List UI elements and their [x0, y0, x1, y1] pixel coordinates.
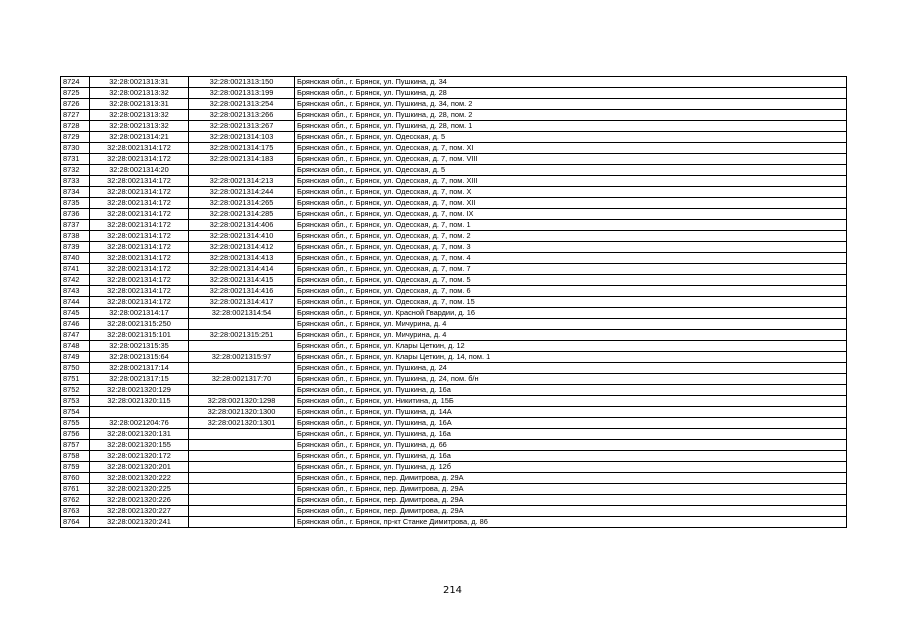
- parcel-cadastral-number-cell: 32:28:0021320:172: [90, 451, 189, 462]
- address-cell: Брянская обл., г. Брянск, ул. Пушкина, д. 12б: [295, 462, 847, 473]
- object-cadastral-number-cell: 32:28:0021314:175: [189, 143, 295, 154]
- table-row: [61, 176, 847, 187]
- row-number-cell: 8757: [61, 440, 90, 451]
- object-cadastral-number-cell: [189, 429, 295, 440]
- row-number-cell: 8756: [61, 429, 90, 440]
- object-cadastral-number-cell: 32:28:0021314:413: [189, 253, 295, 264]
- table-row: [61, 451, 847, 462]
- address-cell: Брянская обл., г. Брянск, ул. Пушкина, д. 24, пом. б/н: [295, 374, 847, 385]
- row-number-cell: 8733: [61, 176, 90, 187]
- table-row: [61, 275, 847, 286]
- object-cadastral-number-cell: 32:28:0021314:410: [189, 231, 295, 242]
- address-cell: Брянская обл., г. Брянск, ул. Одесская, д. 7, пом. VIII: [295, 154, 847, 165]
- object-cadastral-number-cell: 32:28:0021313:267: [189, 121, 295, 132]
- object-cadastral-number-cell: 32:28:0021314:183: [189, 154, 295, 165]
- address-cell: Брянская обл., г. Брянск, ул. Пушкина, д. 16А: [295, 418, 847, 429]
- row-number-cell: 8755: [61, 418, 90, 429]
- parcel-cadastral-number-cell: 32:28:0021320:222: [90, 473, 189, 484]
- address-cell: Брянская обл., г. Брянск, ул. Одесская, д. 7, пом. XIII: [295, 176, 847, 187]
- object-cadastral-number-cell: 32:28:0021313:150: [189, 77, 295, 88]
- parcel-cadastral-number-cell: 32:28:0021314:172: [90, 231, 189, 242]
- object-cadastral-number-cell: [189, 517, 295, 528]
- object-cadastral-number-cell: 32:28:0021313:199: [189, 88, 295, 99]
- object-cadastral-number-cell: 32:28:0021314:244: [189, 187, 295, 198]
- table-row: [61, 462, 847, 473]
- row-number-cell: 8737: [61, 220, 90, 231]
- object-cadastral-number-cell: 32:28:0021320:1298: [189, 396, 295, 407]
- parcel-cadastral-number-cell: 32:28:0021314:20: [90, 165, 189, 176]
- address-cell: Брянская обл., г. Брянск, ул. Пушкина, д. 16а: [295, 385, 847, 396]
- address-cell: Брянская обл., г. Брянск, ул. Клары Цеткин, д. 12: [295, 341, 847, 352]
- address-cell: Брянская обл., г. Брянск, пер. Димитрова, д. 29А: [295, 506, 847, 517]
- address-cell: Брянская обл., г. Брянск, пр-кт Станке Димитрова, д. 86: [295, 517, 847, 528]
- row-number-cell: 8727: [61, 110, 90, 121]
- address-cell: Брянская обл., г. Брянск, ул. Никитина, д. 15Б: [295, 396, 847, 407]
- address-cell: Брянская обл., г. Брянск, ул. Пушкина, д. 66: [295, 440, 847, 451]
- object-cadastral-number-cell: 32:28:0021314:416: [189, 286, 295, 297]
- table-row: [61, 209, 847, 220]
- table-row: [61, 517, 847, 528]
- address-cell: Брянская обл., г. Брянск, ул. Одесская, д. 7, пом. XI: [295, 143, 847, 154]
- object-cadastral-number-cell: 32:28:0021315:97: [189, 352, 295, 363]
- parcel-cadastral-number-cell: 32:28:0021314:21: [90, 132, 189, 143]
- row-number-cell: 8731: [61, 154, 90, 165]
- parcel-cadastral-number-cell: 32:28:0021313:32: [90, 88, 189, 99]
- row-number-cell: 8729: [61, 132, 90, 143]
- address-cell: Брянская обл., г. Брянск, ул. Пушкина, д. 16а: [295, 429, 847, 440]
- row-number-cell: 8760: [61, 473, 90, 484]
- table-row: [61, 154, 847, 165]
- object-cadastral-number-cell: 32:28:0021314:265: [189, 198, 295, 209]
- parcel-cadastral-number-cell: 32:28:0021313:32: [90, 110, 189, 121]
- parcel-cadastral-number-cell: 32:28:0021317:14: [90, 363, 189, 374]
- parcel-cadastral-number-cell: 32:28:0021314:172: [90, 297, 189, 308]
- parcel-cadastral-number-cell: 32:28:0021314:172: [90, 176, 189, 187]
- parcel-cadastral-number-cell: 32:28:0021314:172: [90, 187, 189, 198]
- object-cadastral-number-cell: [189, 462, 295, 473]
- address-cell: Брянская обл., г. Брянск, ул. Пушкина, д. 16а: [295, 451, 847, 462]
- row-number-cell: 8726: [61, 99, 90, 110]
- parcel-cadastral-number-cell: 32:28:0021317:15: [90, 374, 189, 385]
- row-number-cell: 8761: [61, 484, 90, 495]
- parcel-cadastral-number-cell: 32:28:0021315:64: [90, 352, 189, 363]
- table-row: [61, 330, 847, 341]
- parcel-cadastral-number-cell: 32:28:0021315:101: [90, 330, 189, 341]
- parcel-cadastral-number-cell: 32:28:0021320:201: [90, 462, 189, 473]
- parcel-cadastral-number-cell: 32:28:0021313:32: [90, 121, 189, 132]
- row-number-cell: 8724: [61, 77, 90, 88]
- table-row: [61, 264, 847, 275]
- address-cell: Брянская обл., г. Брянск, ул. Одесская, д. 7, пом. 4: [295, 253, 847, 264]
- parcel-cadastral-number-cell: 32:28:0021315:250: [90, 319, 189, 330]
- parcel-cadastral-number-cell: 32:28:0021314:172: [90, 286, 189, 297]
- table-row: [61, 132, 847, 143]
- table-row: [61, 319, 847, 330]
- object-cadastral-number-cell: 32:28:0021314:406: [189, 220, 295, 231]
- table-row: [61, 429, 847, 440]
- row-number-cell: 8749: [61, 352, 90, 363]
- object-cadastral-number-cell: 32:28:0021313:266: [189, 110, 295, 121]
- row-number-cell: 8744: [61, 297, 90, 308]
- parcel-cadastral-number-cell: 32:28:0021313:31: [90, 77, 189, 88]
- address-cell: Брянская обл., г. Брянск, ул. Пушкина, д. 14А: [295, 407, 847, 418]
- parcel-cadastral-number-cell: 32:28:0021314:172: [90, 264, 189, 275]
- parcel-cadastral-number-cell: 32:28:0021315:35: [90, 341, 189, 352]
- row-number-cell: 8730: [61, 143, 90, 154]
- object-cadastral-number-cell: 32:28:0021314:213: [189, 176, 295, 187]
- parcel-cadastral-number-cell: 32:28:0021314:172: [90, 220, 189, 231]
- row-number-cell: 8753: [61, 396, 90, 407]
- object-cadastral-number-cell: 32:28:0021315:251: [189, 330, 295, 341]
- parcel-cadastral-number-cell: 32:28:0021314:172: [90, 154, 189, 165]
- table-row: [61, 484, 847, 495]
- row-number-cell: 8742: [61, 275, 90, 286]
- table-row: [61, 231, 847, 242]
- parcel-cadastral-number-cell: 32:28:0021314:172: [90, 209, 189, 220]
- table-row: [61, 187, 847, 198]
- object-cadastral-number-cell: 32:28:0021313:254: [189, 99, 295, 110]
- address-cell: Брянская обл., г. Брянск, ул. Одесская, д. 7, пом. 15: [295, 297, 847, 308]
- row-number-cell: 8748: [61, 341, 90, 352]
- object-cadastral-number-cell: 32:28:0021314:415: [189, 275, 295, 286]
- object-cadastral-number-cell: 32:28:0021314:54: [189, 308, 295, 319]
- parcel-cadastral-number-cell: 32:28:0021314:172: [90, 242, 189, 253]
- object-cadastral-number-cell: 32:28:0021320:1300: [189, 407, 295, 418]
- row-number-cell: 8751: [61, 374, 90, 385]
- object-cadastral-number-cell: 32:28:0021320:1301: [189, 418, 295, 429]
- row-number-cell: 8759: [61, 462, 90, 473]
- object-cadastral-number-cell: 32:28:0021314:414: [189, 264, 295, 275]
- object-cadastral-number-cell: [189, 506, 295, 517]
- address-cell: Брянская обл., г. Брянск, ул. Одесская, д. 7, пом. 3: [295, 242, 847, 253]
- parcel-cadastral-number-cell: 32:28:0021320:155: [90, 440, 189, 451]
- table-row: [61, 110, 847, 121]
- row-number-cell: 8745: [61, 308, 90, 319]
- address-cell: Брянская обл., г. Брянск, ул. Пушкина, д. 24: [295, 363, 847, 374]
- parcel-cadastral-number-cell: 32:28:0021314:172: [90, 143, 189, 154]
- row-number-cell: 8747: [61, 330, 90, 341]
- address-cell: Брянская обл., г. Брянск, ул. Одесская, д. 7, пом. X: [295, 187, 847, 198]
- address-cell: Брянская обл., г. Брянск, ул. Красной Гвардии, д. 16: [295, 308, 847, 319]
- table-row: [61, 308, 847, 319]
- parcel-cadastral-number-cell: 32:28:0021204:76: [90, 418, 189, 429]
- object-cadastral-number-cell: 32:28:0021314:103: [189, 132, 295, 143]
- table-row: [61, 220, 847, 231]
- parcel-cadastral-number-cell: 32:28:0021320:115: [90, 396, 189, 407]
- address-cell: Брянская обл., г. Брянск, пер. Димитрова, д. 29А: [295, 473, 847, 484]
- row-number-cell: 8762: [61, 495, 90, 506]
- table-row: [61, 121, 847, 132]
- object-cadastral-number-cell: [189, 385, 295, 396]
- object-cadastral-number-cell: [189, 363, 295, 374]
- address-cell: Брянская обл., г. Брянск, ул. Одесская, д. 7, пом. 6: [295, 286, 847, 297]
- parcel-cadastral-number-cell: 32:28:0021314:172: [90, 275, 189, 286]
- table-row: [61, 341, 847, 352]
- object-cadastral-number-cell: 32:28:0021314:285: [189, 209, 295, 220]
- table-row: [61, 198, 847, 209]
- address-cell: Брянская обл., г. Брянск, ул. Одесская, д. 7, пом. XII: [295, 198, 847, 209]
- object-cadastral-number-cell: [189, 451, 295, 462]
- row-number-cell: 8763: [61, 506, 90, 517]
- row-number-cell: 8740: [61, 253, 90, 264]
- parcel-cadastral-number-cell: 32:28:0021313:31: [90, 99, 189, 110]
- address-cell: Брянская обл., г. Брянск, ул. Одесская, д. 5: [295, 165, 847, 176]
- table-row: [61, 143, 847, 154]
- row-number-cell: 8732: [61, 165, 90, 176]
- table-row: [61, 363, 847, 374]
- page-number: 214: [442, 585, 463, 596]
- row-number-cell: 8764: [61, 517, 90, 528]
- address-cell: Брянская обл., г. Брянск, ул. Мичурина, д. 4: [295, 319, 847, 330]
- address-cell: Брянская обл., г. Брянск, ул. Одесская, д. 7, пом. 7: [295, 264, 847, 275]
- table-row: [61, 77, 847, 88]
- table-row: [61, 297, 847, 308]
- table-row: [61, 374, 847, 385]
- row-number-cell: 8738: [61, 231, 90, 242]
- object-cadastral-number-cell: [189, 319, 295, 330]
- registry-table-body: [61, 77, 847, 528]
- row-number-cell: 8754: [61, 407, 90, 418]
- registry-table: [60, 76, 847, 528]
- object-cadastral-number-cell: [189, 165, 295, 176]
- row-number-cell: 8734: [61, 187, 90, 198]
- address-cell: Брянская обл., г. Брянск, ул. Пушкина, д. 34: [295, 77, 847, 88]
- row-number-cell: 8758: [61, 451, 90, 462]
- object-cadastral-number-cell: 32:28:0021314:417: [189, 297, 295, 308]
- object-cadastral-number-cell: 32:28:0021314:412: [189, 242, 295, 253]
- address-cell: Брянская обл., г. Брянск, ул. Одесская, д. 7, пом. IX: [295, 209, 847, 220]
- address-cell: Брянская обл., г. Брянск, ул. Одесская, д. 5: [295, 132, 847, 143]
- object-cadastral-number-cell: [189, 341, 295, 352]
- row-number-cell: 8746: [61, 319, 90, 330]
- object-cadastral-number-cell: [189, 473, 295, 484]
- address-cell: Брянская обл., г. Брянск, ул. Одесская, д. 7, пом. 2: [295, 231, 847, 242]
- row-number-cell: 8750: [61, 363, 90, 374]
- object-cadastral-number-cell: [189, 495, 295, 506]
- row-number-cell: 8743: [61, 286, 90, 297]
- address-cell: Брянская обл., г. Брянск, ул. Мичурина, д. 4: [295, 330, 847, 341]
- table-row: [61, 418, 847, 429]
- table-row: [61, 385, 847, 396]
- table-row: [61, 242, 847, 253]
- table-row: [61, 495, 847, 506]
- object-cadastral-number-cell: 32:28:0021317:70: [189, 374, 295, 385]
- parcel-cadastral-number-cell: 32:28:0021320:129: [90, 385, 189, 396]
- table-row: [61, 407, 847, 418]
- table-row: [61, 253, 847, 264]
- parcel-cadastral-number-cell: 32:28:0021314:172: [90, 198, 189, 209]
- table-row: [61, 396, 847, 407]
- row-number-cell: 8741: [61, 264, 90, 275]
- parcel-cadastral-number-cell: [90, 407, 189, 418]
- object-cadastral-number-cell: [189, 484, 295, 495]
- row-number-cell: 8752: [61, 385, 90, 396]
- address-cell: Брянская обл., г. Брянск, пер. Димитрова, д. 29А: [295, 484, 847, 495]
- parcel-cadastral-number-cell: 32:28:0021320:241: [90, 517, 189, 528]
- parcel-cadastral-number-cell: 32:28:0021320:225: [90, 484, 189, 495]
- table-row: [61, 88, 847, 99]
- address-cell: Брянская обл., г. Брянск, пер. Димитрова, д. 29А: [295, 495, 847, 506]
- address-cell: Брянская обл., г. Брянск, ул. Одесская, д. 7, пом. 1: [295, 220, 847, 231]
- address-cell: Брянская обл., г. Брянск, ул. Пушкина, д. 28, пом. 2: [295, 110, 847, 121]
- row-number-cell: 8736: [61, 209, 90, 220]
- object-cadastral-number-cell: [189, 440, 295, 451]
- table-row: [61, 99, 847, 110]
- address-cell: Брянская обл., г. Брянск, ул. Клары Цеткин, д. 14, пом. 1: [295, 352, 847, 363]
- address-cell: Брянская обл., г. Брянск, ул. Пушкина, д. 28: [295, 88, 847, 99]
- address-cell: Брянская обл., г. Брянск, ул. Пушкина, д. 28, пом. 1: [295, 121, 847, 132]
- row-number-cell: 8735: [61, 198, 90, 209]
- table-row: [61, 440, 847, 451]
- parcel-cadastral-number-cell: 32:28:0021314:172: [90, 253, 189, 264]
- row-number-cell: 8728: [61, 121, 90, 132]
- table-row: [61, 473, 847, 484]
- table-row: [61, 165, 847, 176]
- row-number-cell: 8739: [61, 242, 90, 253]
- parcel-cadastral-number-cell: 32:28:0021320:226: [90, 495, 189, 506]
- address-cell: Брянская обл., г. Брянск, ул. Одесская, д. 7, пом. 5: [295, 275, 847, 286]
- parcel-cadastral-number-cell: 32:28:0021314:17: [90, 308, 189, 319]
- table-row: [61, 352, 847, 363]
- parcel-cadastral-number-cell: 32:28:0021320:131: [90, 429, 189, 440]
- row-number-cell: 8725: [61, 88, 90, 99]
- address-cell: Брянская обл., г. Брянск, ул. Пушкина, д. 34, пом. 2: [295, 99, 847, 110]
- table-row: [61, 506, 847, 517]
- parcel-cadastral-number-cell: 32:28:0021320:227: [90, 506, 189, 517]
- table-row: [61, 286, 847, 297]
